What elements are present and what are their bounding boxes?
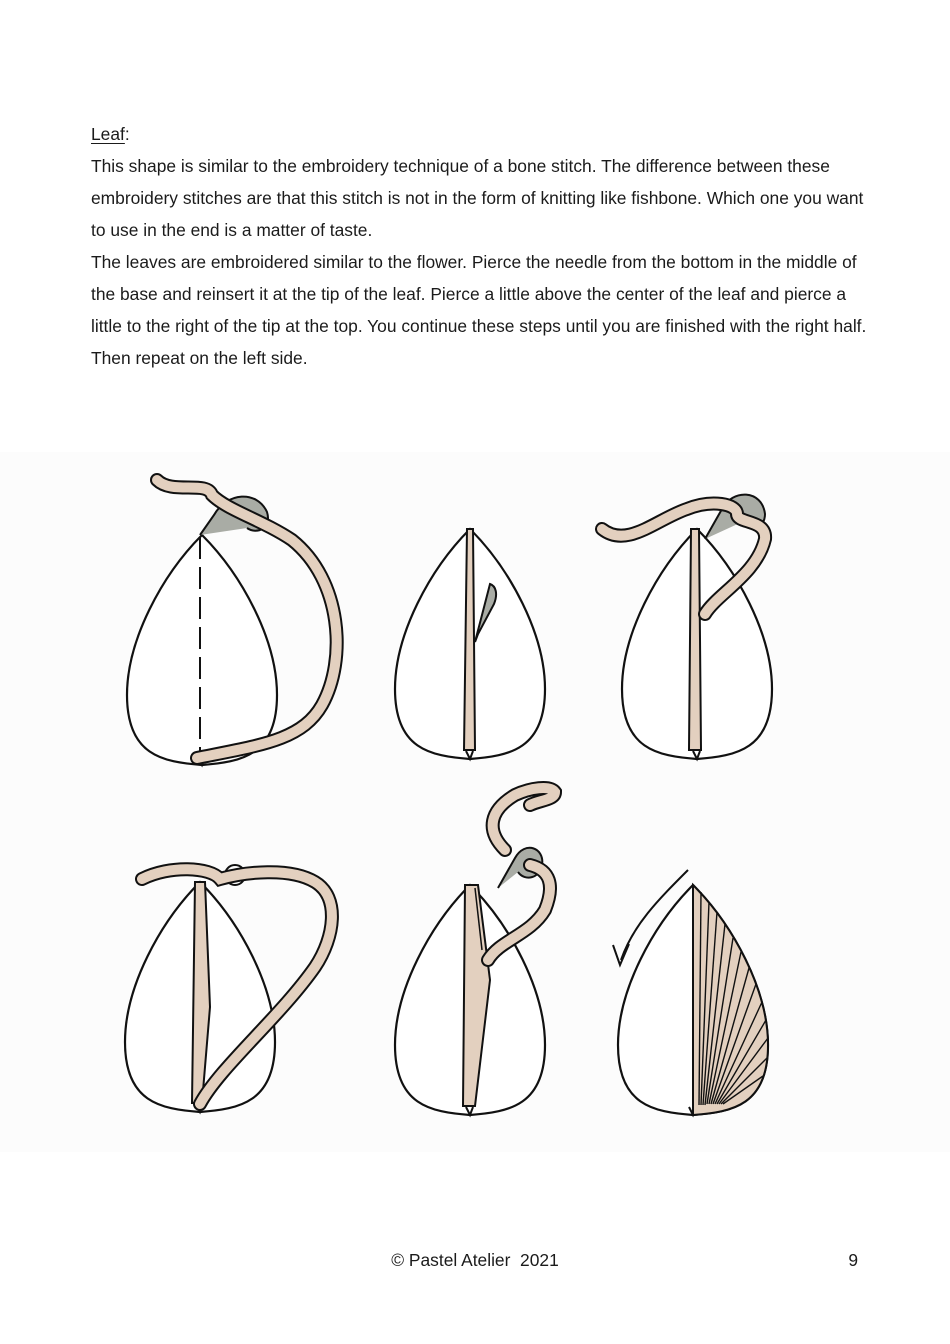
paragraph-steps: The leaves are embroidered similar to the flower. Pierce the needle from the bottom in the middle of the base and reinsert it at the tip of the leaf. Pierce a little above the center of the leaf and pierce a little to the right of the tip at the top. You continue these steps until you are finished with the right half. Then repeat on the left side. <box>91 252 867 368</box>
page-number: 9 <box>848 1250 858 1270</box>
section-title-colon: : <box>124 124 130 144</box>
step-1-leaf <box>127 480 337 765</box>
step-5-leaf <box>395 788 555 1115</box>
step-4-leaf <box>125 865 332 1112</box>
leaf-stitch-illustration <box>0 452 950 1152</box>
leaf-instructions <box>91 118 871 374</box>
step-6-leaf <box>613 870 768 1115</box>
illustration-canvas <box>0 452 950 1152</box>
step-2-leaf <box>395 529 545 759</box>
section-heading <box>91 118 871 150</box>
paragraph-intro: This shape is similar to the embroidery technique of a bone stitch. The difference between these embroidery stitches are that this stitch is not in the form of knitting like fishbone. Which one you want to use in the end is a matter of taste. <box>91 156 864 240</box>
page-footer <box>0 1250 950 1274</box>
copyright-notice: © Pastel Atelier 2021 <box>391 1250 559 1270</box>
section-title: Leaf <box>91 124 125 144</box>
step-3-leaf <box>602 495 772 759</box>
